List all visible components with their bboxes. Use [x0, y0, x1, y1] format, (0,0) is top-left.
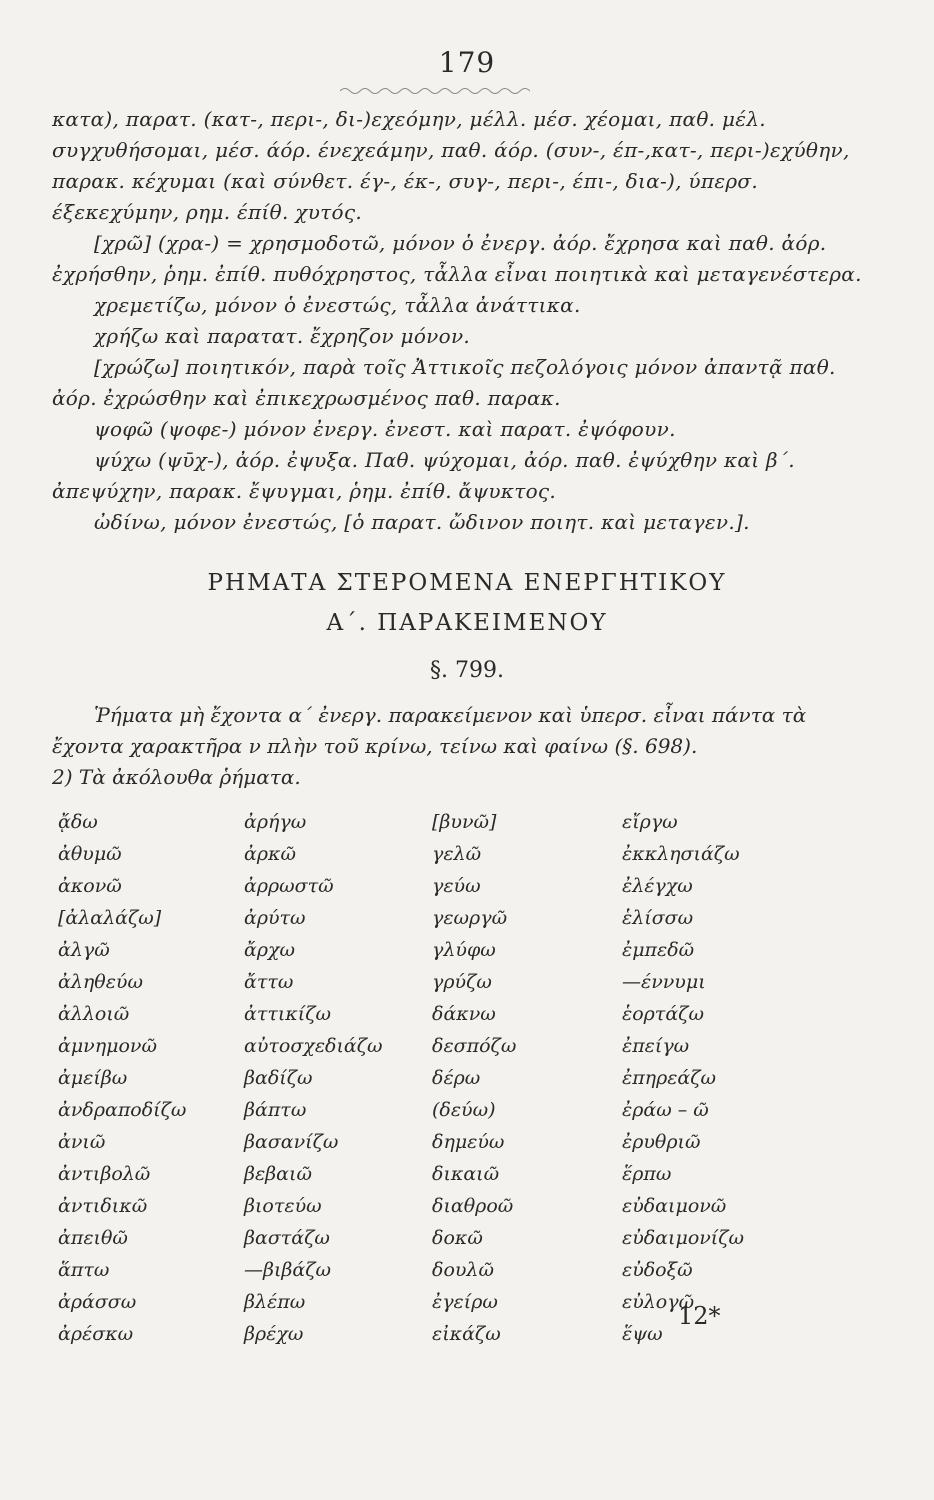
verb-entry: [βυνῶ] [432, 811, 497, 833]
verb-entry: ἀθυμῶ [58, 843, 122, 865]
verb-entry: ἕρπω [622, 1163, 672, 1185]
verb-entry: δέρω [432, 1067, 481, 1089]
verb-entry: —βιβάζω [244, 1259, 332, 1281]
verb-column [432, 806, 622, 1350]
intro-line: Ῥήματα μὴ ἔχοντα α΄ ἐνεργ. παρακείμενον καὶ ὑπερσ. εἶναι πάντα τὰ ἔχοντα χαρακτῆρα ν πλὴν τοῦ κρίνω, τείνω καὶ φαίνω (§. 698). [52, 703, 807, 758]
verb-entry: δοκῶ [432, 1227, 483, 1249]
verb-entry: ἐμπεδῶ [622, 939, 695, 961]
verb-entry: βρέχω [244, 1323, 304, 1345]
paragraph: ὠδίνω, μόνον ἐνεστώς, [ὁ παρατ. ὤδινον ποιητ. καὶ μεταγεν.]. [94, 510, 750, 534]
verb-entry: δεσπόζω [432, 1035, 517, 1057]
wavy-rule-ornament [340, 84, 530, 98]
verb-entry: ἅπτω [58, 1259, 110, 1281]
verb-entry: ἀράσσω [58, 1291, 137, 1313]
verb-entry: δικαιῶ [432, 1163, 500, 1185]
section-title: ΡΗΜΑΤΑ ΣΤΕΡΟΜΕΝΑ ΕΝΕΡΓΗΤΙΚΟΥ [207, 570, 727, 596]
verb-entry: ἐγείρω [432, 1291, 498, 1313]
verb-entry: βαδίζω [244, 1067, 313, 1089]
verb-column [244, 806, 432, 1350]
section-number: §. 799. [430, 658, 504, 683]
verb-entry: —έννυμι [622, 971, 706, 993]
verb-entry: δημεύω [432, 1131, 505, 1153]
verb-list [58, 806, 878, 1350]
verb-entry: ἀλγῶ [58, 939, 110, 961]
verb-entry: εἰκάζω [432, 1323, 501, 1345]
verb-entry: ἀντιβολῶ [58, 1163, 151, 1185]
verb-entry: ἑλίσσω [622, 907, 694, 929]
verb-entry: εὐδοξῶ [622, 1259, 693, 1281]
verb-entry: ἐράω – ῶ [622, 1099, 709, 1121]
verb-entry: ἀκονῶ [58, 875, 122, 897]
verb-entry: γελῶ [432, 843, 482, 865]
verb-entry: ἀρρωστῶ [244, 875, 334, 897]
verb-entry: γλύφω [432, 939, 496, 961]
intro-line: 2) Τὰ ἀκόλουθα ῥήματα. [52, 765, 301, 789]
verb-column [58, 806, 244, 1350]
verb-entry: [ἀλαλάζω] [58, 907, 162, 929]
verb-entry: ἕψω [622, 1323, 663, 1345]
verb-entry: εὐλογῶ [622, 1291, 695, 1313]
verb-entry: ἀρέσκω [58, 1323, 134, 1345]
verb-entry: ἀρκῶ [244, 843, 296, 865]
verb-entry: ἀρύτω [244, 907, 306, 929]
verb-entry: ἐπηρεάζω [622, 1067, 717, 1089]
verb-entry: ἀπειθῶ [58, 1227, 128, 1249]
verb-entry: ἄττω [244, 971, 294, 993]
verb-entry: ἀνδραποδίζω [58, 1099, 187, 1121]
verb-column [622, 806, 822, 1350]
verb-entry: αὐτοσχεδιάζω [244, 1035, 383, 1057]
body-text [52, 104, 884, 538]
verb-entry: γρύζω [432, 971, 492, 993]
verb-entry: δουλῶ [432, 1259, 494, 1281]
verb-entry: ἐρυθριῶ [622, 1131, 701, 1153]
verb-entry: ἑορτάζω [622, 1003, 704, 1025]
verb-entry: εὐδαιμονίζω [622, 1227, 745, 1249]
verb-entry: βαστάζω [244, 1227, 330, 1249]
verb-entry: ᾄδω [58, 811, 98, 833]
section-subtitle: Α΄. ΠΑΡΑΚΕΙΜΕΝΟΥ [326, 610, 608, 636]
verb-entry: ἀρήγω [244, 811, 307, 833]
verb-entry: ἀμείβω [58, 1067, 128, 1089]
intro-text [52, 700, 884, 793]
verb-entry: ἄρχω [244, 939, 296, 961]
verb-entry: ἐπείγω [622, 1035, 690, 1057]
printer-signature: 12* [678, 1302, 721, 1330]
verb-entry: ἀληθεύω [58, 971, 143, 993]
verb-entry: ἀνιῶ [58, 1131, 106, 1153]
verb-entry: ἐλέγχω [622, 875, 693, 897]
verb-entry: βλέπω [244, 1291, 306, 1313]
verb-entry: εὐδαιμονῶ [622, 1195, 727, 1217]
paragraph: [χρώζω] ποιητικόν, παρὰ τοῖς Ἀττικοῖς πεζολόγοις μόνον ἀπαντᾷ παθ. ἀόρ. ἐχρώσθην καὶ ἐπικεχρωσμένος παθ. παρακ. [52, 355, 836, 410]
verb-entry: ἀλλοιῶ [58, 1003, 130, 1025]
verb-entry: βασανίζω [244, 1131, 339, 1153]
paragraph: κατα), παρατ. (κατ-, περι-, δι-)εχεόμην, μέλλ. μέσ. χέομαι, παθ. μέλ. συγχυθήσομαι, μέσ. άόρ. ένεχεάμην, παθ. άόρ. (συν-, έπ-,κατ-, περι-)εχύθην, παρακ. κέχυμαι (καὶ σύνθετ. έγ-, έκ-, συγ-, περι-, έπι-, δια-), ύπερσ. έξεκεχύμην, ρημ. έπίθ. χυτός. [52, 107, 850, 224]
verb-entry: ἀμνημονῶ [58, 1035, 157, 1057]
paragraph: ψοφῶ (ψοφε-) μόνον ἐνεργ. ἐνεστ. καὶ παρατ. ἐψόφουν. [94, 417, 676, 441]
verb-entry: γεωργῶ [432, 907, 508, 929]
verb-entry: βιοτεύω [244, 1195, 322, 1217]
verb-entry: δάκνω [432, 1003, 496, 1025]
verb-entry: (δεύω) [432, 1099, 496, 1121]
verb-entry: βεβαιῶ [244, 1163, 312, 1185]
verb-entry: βάπτω [244, 1099, 307, 1121]
verb-entry: γεύω [432, 875, 481, 897]
verb-entry: διαθροῶ [432, 1195, 514, 1217]
verb-entry: ἐκκλησιάζω [622, 843, 740, 865]
paragraph: χρεμετίζω, μόνον ὁ ἐνεστώς, τἆλλα ἀνάττικα. [94, 293, 581, 317]
verb-entry: ἀντιδικῶ [58, 1195, 148, 1217]
verb-entry: ἀττικίζω [244, 1003, 332, 1025]
paragraph: ψύχω (ψῡχ-), ἀόρ. ἐψυξα. Παθ. ψύχομαι, ἀόρ. παθ. ἐψύχθην καὶ β΄. ἀπεψύχην, παρακ. ἔψυγμαι, ῥημ. ἐπίθ. ἄψυκτος. [52, 448, 795, 503]
verb-entry: εἴργω [622, 811, 678, 833]
paragraph: [χρῶ] (χρα-) = χρησμοδοτῶ, μόνον ὁ ἐνεργ. ἀόρ. ἔχρησα καὶ παθ. ἀόρ. ἐχρήσθην, ῥημ. ἐπίθ. πυθόχρηστος, τἆλλα εἶναι ποιητικὰ καὶ μεταγενέστερα. [52, 231, 862, 286]
paragraph: χρήζω καὶ παρατατ. ἔχρηζον μόνον. [94, 324, 471, 348]
page-number: 179 [438, 46, 496, 79]
